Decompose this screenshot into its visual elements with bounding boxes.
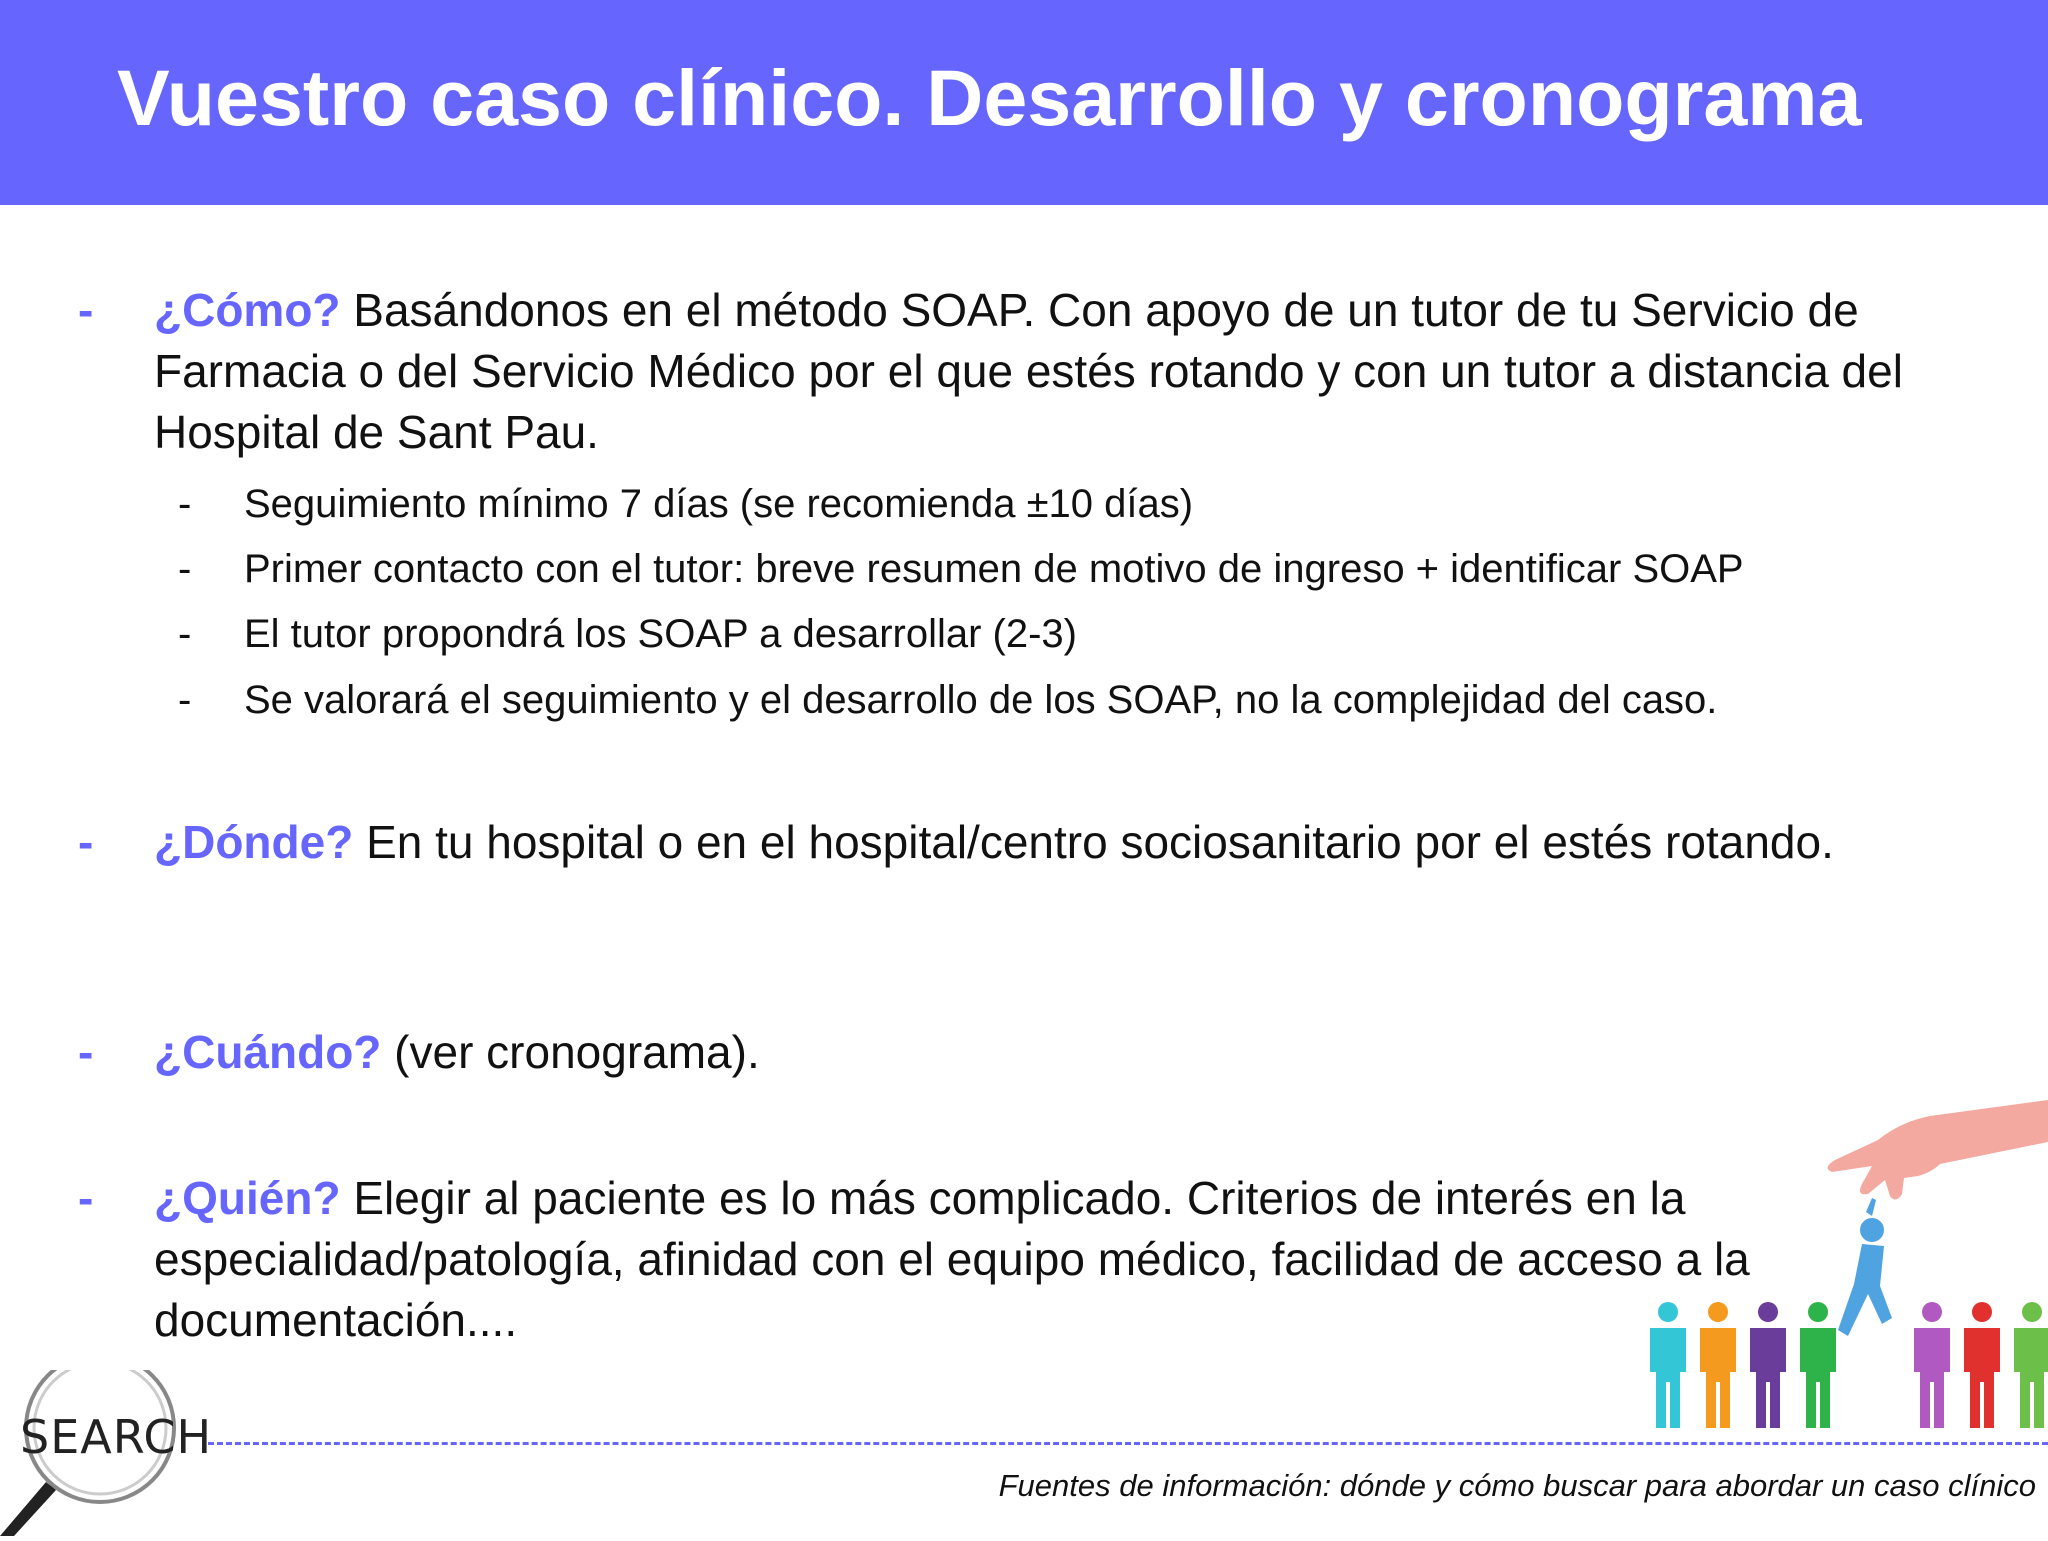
- bullet-text: [154, 812, 1984, 873]
- slide-title: Vuestro caso clínico. Desarrollo y cronograma: [117, 53, 1862, 142]
- bullet-dash: -: [78, 1172, 94, 1224]
- bullet-body: En tu hospital o en el hospital/centro sociosanitario por el estés rotando.: [353, 816, 1834, 868]
- footer-divider: [208, 1442, 2048, 1445]
- bullet-dash: -: [78, 284, 94, 336]
- bullet-body: Elegir al paciente es lo más complicado. Criterios de interés en la especialidad/patología, afinidad con el equipo médico, facilidad de acceso a la documentación....: [154, 1172, 1750, 1346]
- sub-dash: -: [178, 547, 192, 591]
- bullet-text: [154, 280, 1984, 463]
- bullet-question: ¿Cuándo?: [154, 1026, 382, 1078]
- bullet-body: (ver cronograma).: [381, 1026, 760, 1078]
- search-logo: [0, 1370, 213, 1536]
- hand-picking-person-icon: [1600, 1080, 2048, 1440]
- sub-item-text: Primer contacto con el tutor: breve resumen de motivo de ingreso + identificar SOAP: [244, 547, 1744, 591]
- sub-item-text: El tutor propondrá los SOAP a desarrollar (2-3): [244, 612, 1077, 656]
- bullet-text: [154, 1022, 1984, 1083]
- footer-caption: Fuentes de información: dónde y cómo buscar para abordar un caso clínico: [998, 1468, 2036, 1503]
- bullet-question: ¿Quién?: [154, 1172, 341, 1224]
- bullet-body: Basándonos en el método SOAP. Con apoyo de un tutor de tu Servicio de Farmacia o del Servicio Médico por el que estés rotando y con un tutor a distancia del Hospital de Sant Pau.: [154, 284, 1903, 458]
- sub-item-text: Se valorará el seguimiento y el desarrollo de los SOAP, no la complejidad del caso.: [244, 678, 1718, 722]
- bullet-question: ¿Cómo?: [154, 284, 341, 336]
- sub-dash: -: [178, 678, 192, 722]
- sub-dash: -: [178, 612, 192, 656]
- bullet-dash: -: [78, 816, 94, 868]
- sub-dash: -: [178, 482, 192, 526]
- sub-item-text: Seguimiento mínimo 7 días (se recomienda ±10 días): [244, 482, 1194, 526]
- bullet-question: ¿Dónde?: [154, 816, 354, 868]
- logo-text: SEARCH: [20, 1410, 213, 1464]
- bullet-dash: -: [78, 1026, 94, 1078]
